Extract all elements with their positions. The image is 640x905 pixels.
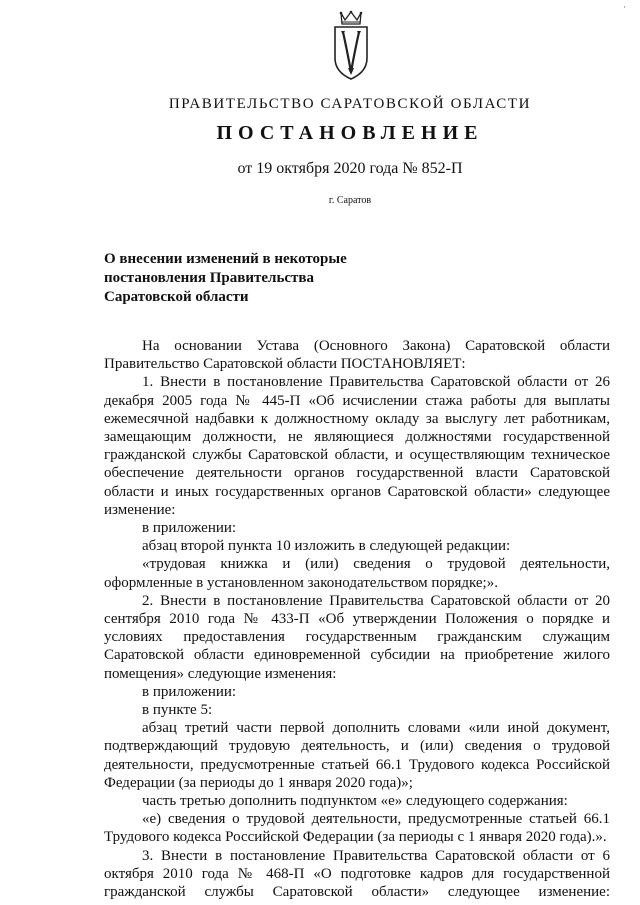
document-city: г. Саратов <box>328 195 372 206</box>
government-title: ПРАВИТЕЛЬСТВО САРАТОВСКОЙ ОБЛАСТИ <box>168 96 532 112</box>
document-body <box>104 337 610 901</box>
body-paragraph: в приложении: <box>142 683 237 700</box>
body-paragraph: абзац второй пункта 10 изложить в следующей редакции: <box>142 538 511 555</box>
body-paragraph: в приложении: <box>142 520 237 537</box>
body-paragraph: часть третью дополнить подпунктом «е» следующего содержания: <box>142 793 568 810</box>
body-paragraph: «трудовая книжка и (или) сведения о трудовой деятельности, оформленные в установленном законодательством порядке;». <box>104 556 610 591</box>
document-date: от 19 октября 2020 года № 852-П <box>237 160 463 177</box>
body-paragraph: На основании Устава (Основного Закона) Саратовской области Правительство Саратовской области ПОСТАНОВЛЯЕТ: <box>104 338 610 373</box>
document-subject <box>104 250 404 307</box>
document-type: ПОСТАНОВЛЕНИЕ <box>216 122 484 144</box>
saratov-coat-of-arms-icon <box>330 10 372 82</box>
body-paragraph: абзац третий части первой дополнить словами «или иной документ, подтверждающий трудовую деятельность, и (или) сведения о трудовой деятельности, предусмотренные статьей 66.1 Трудового кодекса Российской Федерации (за периоды до 1 января 2020 года)»; <box>104 720 610 791</box>
body-paragraph: в пункте 5: <box>142 702 213 719</box>
subject-line: О внесении изменений в некоторые <box>104 251 347 267</box>
subject-line: постановления Правительства <box>104 270 314 286</box>
body-paragraph: «е) сведения о трудовой деятельности, предусмотренные статьей 66.1 Трудового кодекса Российской Федерации (за периоды с 1 января 2020 года).». <box>104 811 610 846</box>
body-paragraph: 2. Внести в постановление Правительства Саратовской области от 20 сентября 2010 года № 433-П «Об утверждении Положения о порядке и условиях предоставления государственным гражданским служащим Саратовской области единовременной субсидии на приобретение жилого помещения» следующие изменения: <box>104 592 610 682</box>
body-paragraph: 3. Внести в постановление Правительства Саратовской области от 6 октября 2010 года № 468-П «О подготовке кадров для государственной гражданской службы Саратовской области» следующее изменение: <box>104 847 610 901</box>
page-mark: · <box>623 2 626 12</box>
body-paragraph: 1. Внести в постановление Правительства Саратовской области от 26 декабря 2005 года № 445-П «Об исчислении стажа работы для выплаты ежемесячной надбавки к должностному окладу за выслугу лет работникам, замещающим должности, не являющиеся должностями государственной гражданской службы Саратовской области, и осуществляющим техническое обеспечение деятельности органов государственной власти Саратовской области и иных государственных органов Саратовской области» следующее изменение: <box>104 374 610 518</box>
subject-line: Саратовской области <box>104 289 249 305</box>
